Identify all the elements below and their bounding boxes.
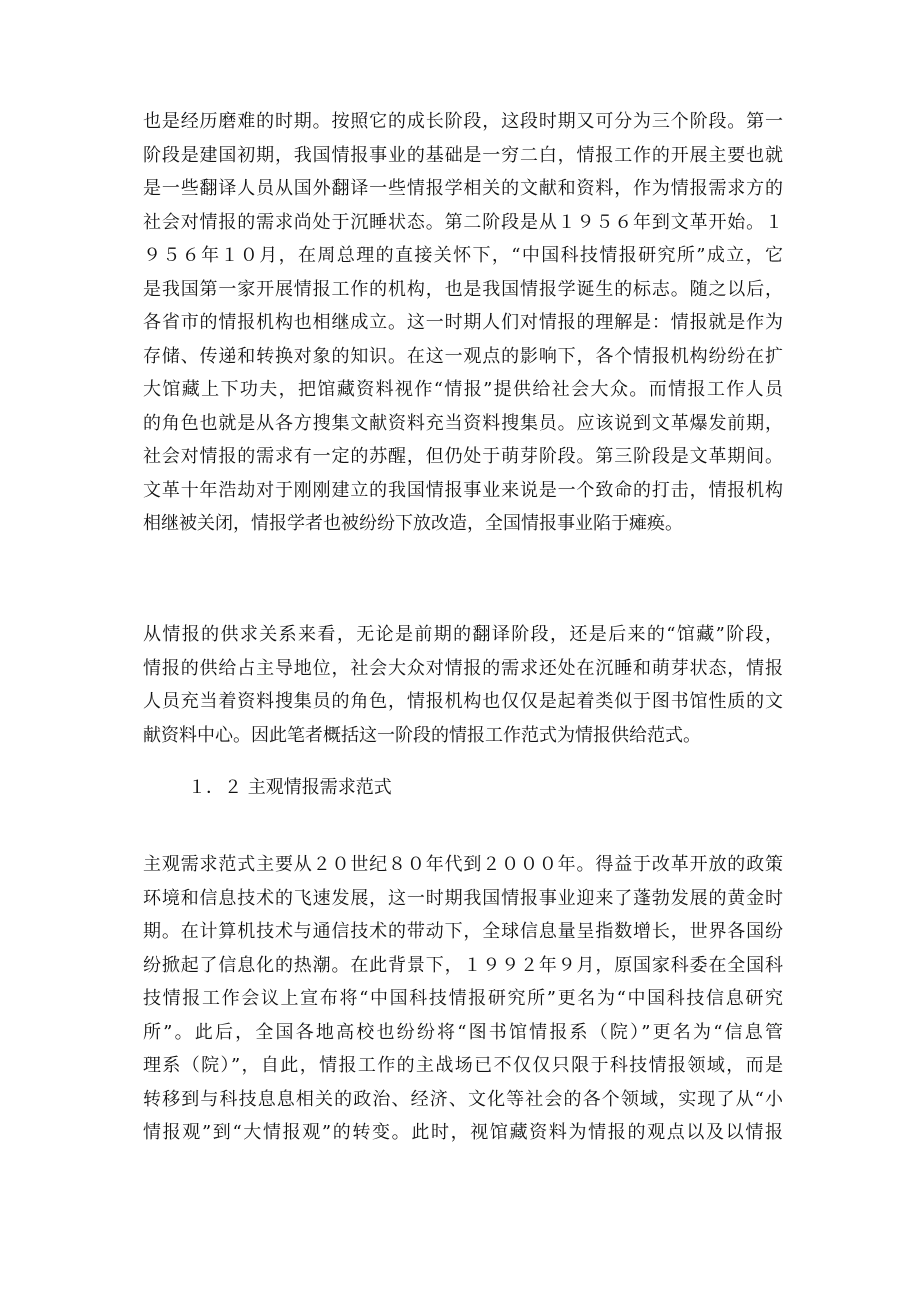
text-line: 阶段是建国初期，我国情报事业的基础是一穷二白，情报工作的开展主要也就 xyxy=(143,144,783,166)
paragraph-history-stages xyxy=(143,105,783,541)
text-line: 所”。此后，全国各地高校也纷纷将“图书馆情报系（院）”更名为“信息管 xyxy=(143,1021,783,1043)
text-line: 大馆藏上下功夫，把馆藏资料视作“情报”提供给社会大众。而情报工作人员 xyxy=(143,379,783,400)
text-line: 从情报的供求关系来看，无论是前期的翻译阶段，还是后来的“馆藏”阶段， xyxy=(143,624,783,645)
section-heading: １．２ 主观情报需求范式 xyxy=(188,777,392,798)
text-line: 是一些翻译人员从国外翻译一些情报学相关的文献和资料，作为情报需求方的 xyxy=(143,178,783,199)
text-line: 社会对情报的需求有一定的苏醒，但仍处于萌芽阶段。第三阶段是文革期间。 xyxy=(143,446,783,467)
text-line: 社会对情报的需求尚处于沉睡状态。第二阶段是从１９５６年到文革开始。１ xyxy=(143,211,783,233)
text-line: 环境和信息技术的飞速发展，这一时期我国情报事业迎来了蓬勃发展的黄金时 xyxy=(143,887,783,909)
text-line: 转移到与科技息息相关的政治、经济、文化等社会的各个领域，实现了从“小 xyxy=(143,1088,783,1110)
text-line: 情报的供给占主导地位，社会大众对情报的需求还处在沉睡和萌芽状态，情报 xyxy=(143,657,783,679)
text-line: 也是经历磨难的时期。按照它的成长阶段，这段时期又可分为三个阶段。第一 xyxy=(143,111,783,132)
text-line: 人员充当着资料搜集员的角色，情报机构也仅仅是起着类似于图书馆性质的文 xyxy=(143,691,783,712)
paragraph-supply-paradigm xyxy=(143,618,783,752)
text-line: 文革十年浩劫对于刚刚建立的我国情报事业来说是一个致命的打击，情报机构 xyxy=(143,479,783,501)
text-line: 存储、传递和转换对象的知识。在这一观点的影响下，各个情报机构纷纷在扩 xyxy=(143,345,783,367)
text-line: 纷掀起了信息化的热潮。在此背景下，１９９２年９月，原国家科委在全国科 xyxy=(143,954,783,976)
text-line: 各省市的情报机构也相继成立。这一时期人们对情报的理解是：情报就是作为 xyxy=(143,312,783,333)
text-line: 的角色也就是从各方搜集文献资料充当资料搜集员。应该说到文革爆发前期， xyxy=(143,412,783,434)
paragraph-subjective-demand xyxy=(143,848,783,1150)
text-line: 技情报工作会议上宣布将“中国科技情报研究所”更名为“中国科技信息研究 xyxy=(143,988,783,1009)
text-line: 期。在计算机技术与通信技术的带动下，全球信息量呈指数增长，世界各国纷 xyxy=(143,921,783,942)
text-line: 是我国第一家开展情报工作的机构，也是我国情报学诞生的标志。随之以后， xyxy=(143,278,783,300)
text-line: 情报观”到“大情报观”的转变。此时，视馆藏资料为情报的观点以及以情报 xyxy=(143,1122,783,1143)
text-line: 主观需求范式主要从２０世纪８０年代到２０００年。得益于改革开放的政策 xyxy=(143,854,783,875)
text-line: 理系（院）”，自此，情报工作的主战场已不仅仅只限于科技情报领域，而是 xyxy=(143,1055,783,1076)
text-line: 相继被关闭，情报学者也被纷纷下放改造，全国情报事业陷于瘫痪。 xyxy=(143,513,683,534)
text-line: ９５６年１０月，在周总理的直接关怀下，“中国科技情报研究所”成立，它 xyxy=(143,245,783,266)
text-line: 献资料中心。因此笔者概括这一阶段的情报工作范式为情报供给范式。 xyxy=(143,724,701,746)
